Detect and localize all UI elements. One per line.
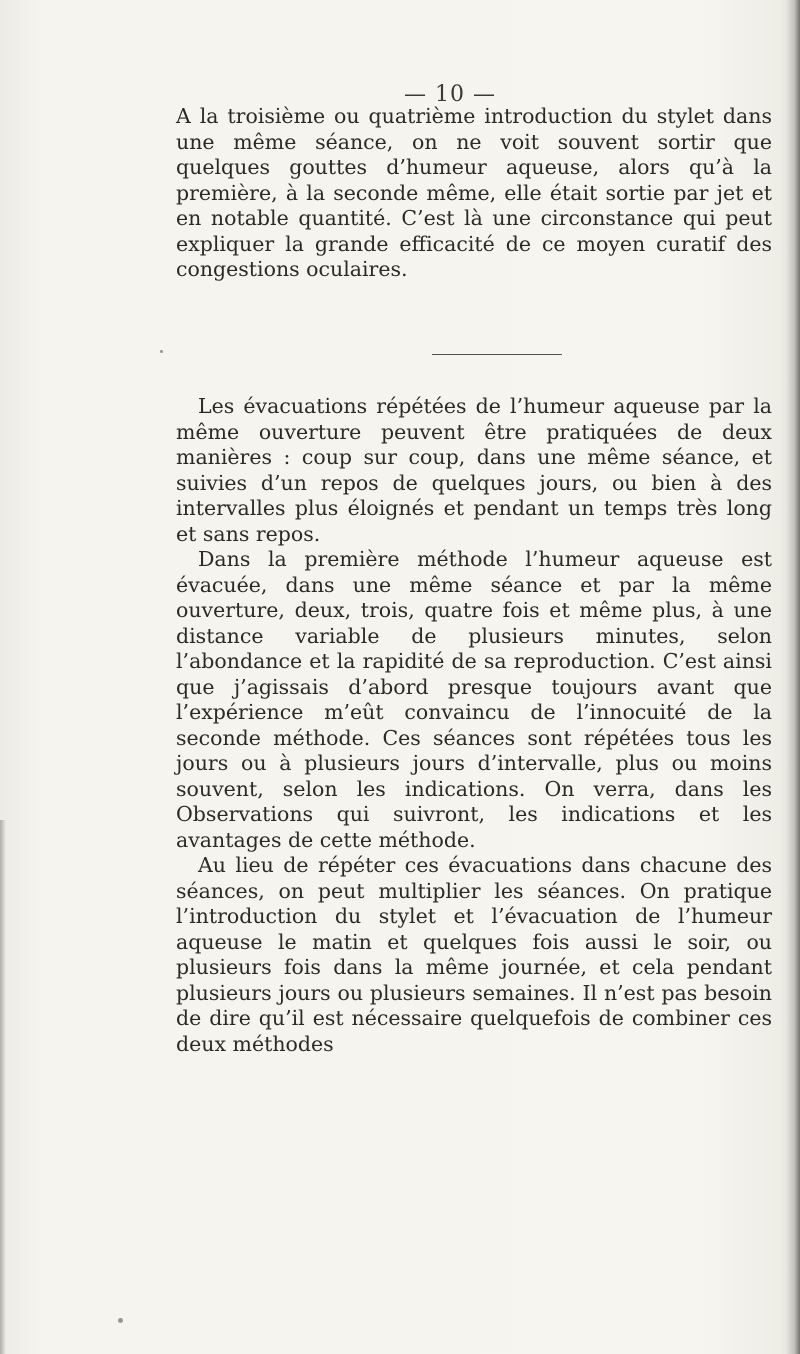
paragraph: Au lieu de répéter ces évacuations dans chacune des séances, on peut multiplier les séances. On pratique l’introduction du stylet et l’évacuation de l’humeur aqueuse le matin et quelques fois aussi le soir, ou plusieurs fois dans la même journée, et cela pendant plusieurs jours ou plusieurs semaines. Il n’est pas besoin de dire qu’il est nécessaire quelquefois de combiner ces deux méthodes: [176, 853, 772, 1056]
section-two: [176, 394, 772, 1057]
page-number: — 10 —: [404, 82, 496, 107]
page-edge-shadow: [786, 0, 800, 1354]
paragraph: Dans la première méthode l’humeur aqueuse est évacuée, dans une même séance et par la même ouverture, deux, trois, quatre fois et même plus, à une distance variable de plusieurs minutes, selon l’abondance et la rapidité de sa reproduction. C’est ainsi que j’agissais d’abord presque toujours avant que l’expérience m’eût convaincu de l’innocuité de la seconde méthode. Ces séances sont répétées tous les jours ou à plusieurs jours d’intervalle, plus ou moins souvent, selon les indications. On verra, dans les Observations qui suivront, les indications et les avantages de cette méthode.: [176, 547, 772, 852]
paper-speck: [118, 1318, 123, 1323]
paper-speck: [160, 350, 163, 353]
page-edge-shadow-left: [0, 820, 6, 1354]
paragraph: Les évacuations répétées de l’humeur aqueuse par la même ouverture peuvent être pratiquées de deux manières : coup sur coup, dans une même séance, et suivies d’un repos de quelques jours, ou bien à des intervalles plus éloignés et pendant un temps très long et sans repos.: [176, 394, 772, 546]
section-separator: [432, 354, 562, 355]
paragraph: A la troisième ou quatrième introduction du stylet dans une même séance, on ne voit souvent sortir que quelques gouttes d’humeur aqueuse, alors qu’à la première, à la seconde même, elle était sortie par jet et en notable quantité. C’est là une circonstance qui peut expliquer la grande efficacité de ce moyen curatif des congestions oculaires.: [176, 104, 772, 281]
section-one: [176, 104, 772, 283]
